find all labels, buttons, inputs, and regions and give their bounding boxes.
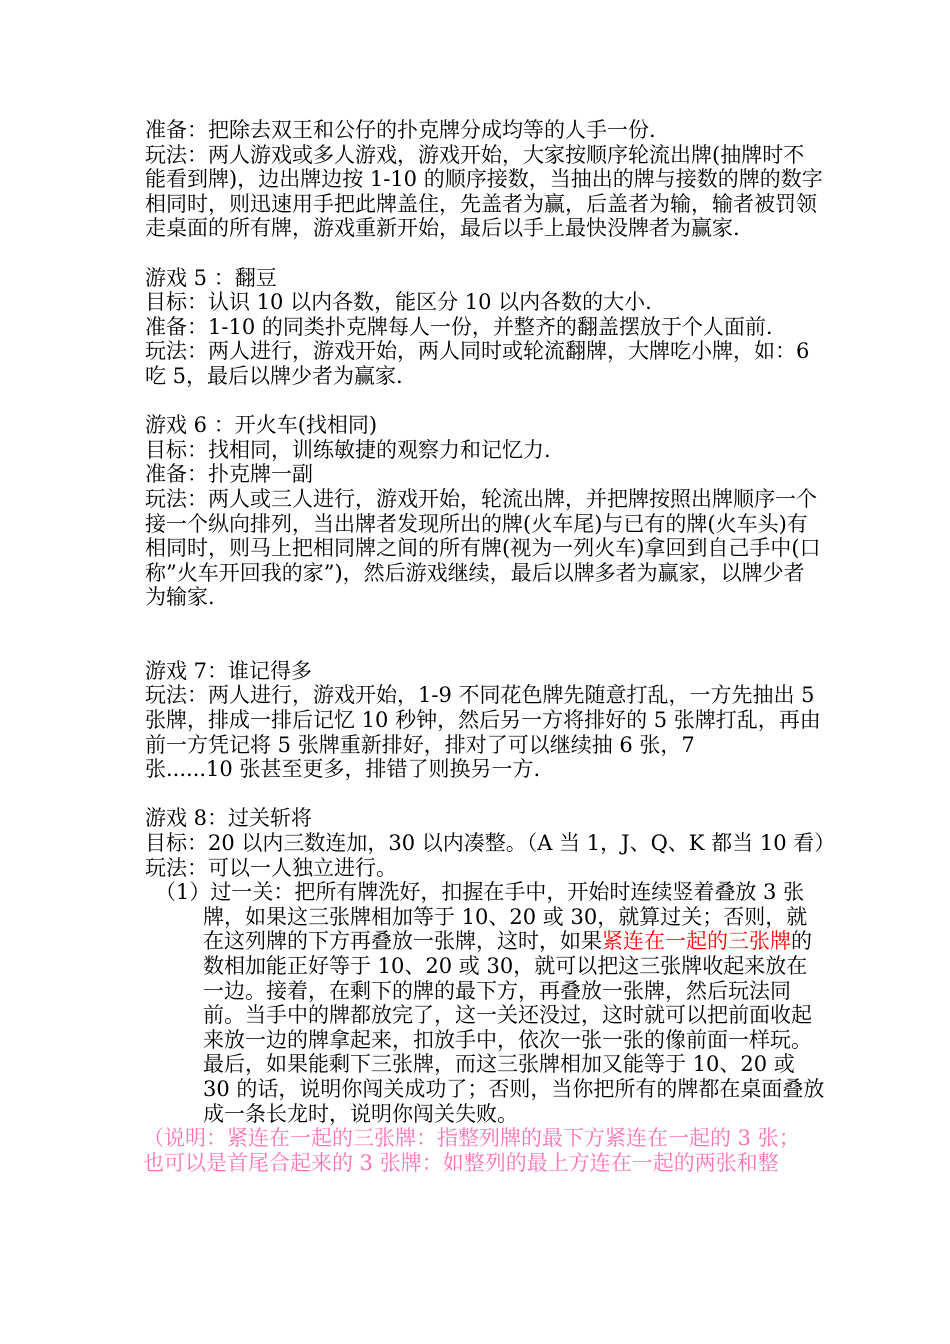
game8-step-1 — [145, 880, 825, 1126]
game8-note-line2: 也可以是首尾合起来的 3 张牌：如整列的最上方连在一起的两张和整 — [143, 1150, 779, 1175]
step-number: （1） — [155, 880, 211, 905]
game6-title: 游戏 6 ：开火车(找相同) — [145, 413, 378, 438]
game7-play: 玩法：两人进行，游戏开始，1-9 不同花色牌先随意打乱，一方先抽出 5 张牌，排成一排后记忆 10 秒钟，然后另一方将排好的 5 张牌打乱，再由前一方凭记将 5 张牌重新排好，排对了可以继续抽 6 张，7 — [145, 683, 821, 757]
game8-title: 游戏 8：过关斩将 — [145, 806, 313, 831]
spacer — [145, 782, 825, 807]
spacer — [145, 610, 825, 659]
document-body — [143, 118, 836, 1175]
game8-play: 玩法：可以一人独立进行。 — [145, 855, 397, 880]
game5-title: 游戏 5 ：翻豆 — [145, 265, 277, 290]
game4-play: 玩法：两人游戏或多人游戏，游戏开始，大家按顺序轮流出牌(抽牌时不能看到牌)，边出牌边按 1-10 的顺序接数，当抽出的牌与接数的牌的数字相同时，则迅速用手把此牌盖住，先盖者为赢，后盖者为输，输者被罚领走桌面的所有牌，游戏重新开始，最后以手上最快没牌者为赢家. — [145, 142, 823, 241]
spacer — [145, 241, 825, 266]
game7-title: 游戏 7：谁记得多 — [145, 658, 313, 683]
game6-goal: 目标：找相同，训练敏捷的观察力和记忆力. — [145, 437, 551, 462]
highlight-text: 紧连在一起的三张牌 — [602, 929, 791, 954]
game8-note-line1: （说明：紧连在一起的三张牌：指整列牌的最下方紧连在一起的 3 张； — [143, 1126, 800, 1151]
game5-goal: 目标：认识 10 以内各数，能区分 10 以内各数的大小. — [145, 290, 652, 315]
spacer — [145, 389, 825, 414]
game6-play: 玩法：两人或三人进行，游戏开始，轮流出牌，并把牌按照出牌顺序一个接一个纵向排列，当出牌者发现所出的牌(火车尾)与已有的牌(火车头)有相同时，则马上把相同牌之间的所有牌(视为一列火车)拿回到自己手中(口称”火车开回我的家”)，然后游戏继续，最后以牌多者为赢家，以牌少者为输家. — [145, 486, 821, 610]
game6-prepare: 准备：扑克牌一副 — [145, 462, 313, 487]
game4-prepare: 准备：把除去双王和公仔的扑克牌分成均等的人手一份. — [145, 118, 656, 142]
game5-prepare: 准备：1-10 的同类扑克牌每人一份，并整齐的翻盖摆放于个人面前. — [145, 314, 773, 339]
game7-play-end: 张......10 张甚至更多，排错了则换另一方. — [145, 757, 541, 782]
game5-play: 玩法：两人进行，游戏开始，两人同时或轮流翻牌，大牌吃小牌，如：6 吃 5，最后以牌少者为赢家. — [145, 339, 810, 388]
game8-goal: 目标：20 以内三数连加，30 以内凑整。（A 当 1，J、Q、K 都当 10 看） — [145, 831, 836, 856]
step-text-b: 的数相加能正好等于 10、20 或 30，就可以把这三张牌收起来放在一边。接着，在剩下的牌的最下方，再叠放一张牌，然后玩法同前。当手中的牌都放完了，这一关还没过，这时就可以把前面收起来放一边的牌拿起来，扣放手中，依次一张一张的像前面一样玩。最后，如果能剩下三张牌，而这三张牌相加又能等于 10、20 或 30 的话，说明你闯关成功了；否则，当你把所有的牌都在桌面叠放成一条长龙时，说明你闯关失败。 — [203, 929, 825, 1126]
step-text-a: 过一关：把所有牌洗好，扣握在手中，开始时连续竖着叠放 3 张牌，如果这三张牌相加等于 10、20 或 30，就算过关；否则，就在这列牌的下方再叠放一张牌，这时，如果 — [203, 880, 808, 954]
